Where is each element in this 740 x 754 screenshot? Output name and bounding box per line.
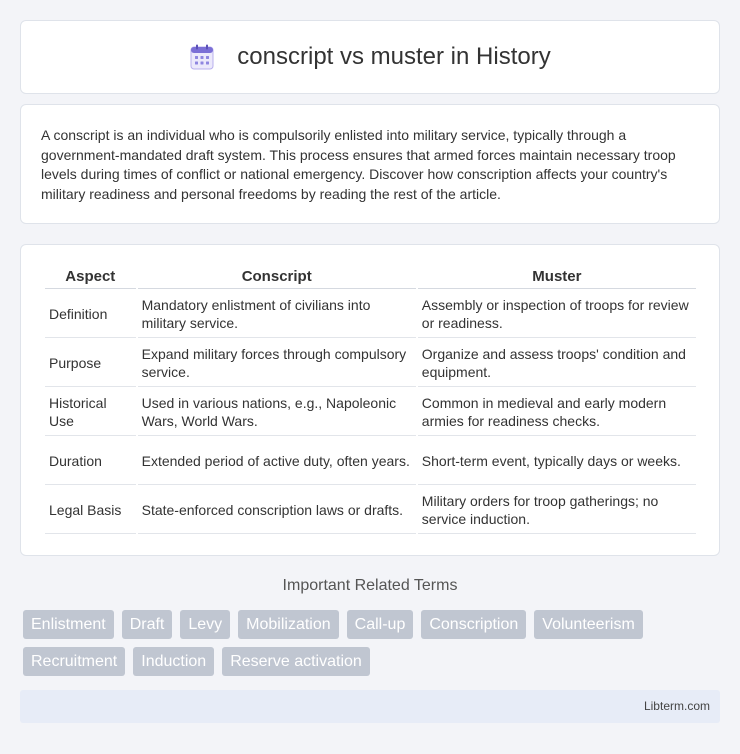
- tag-draft[interactable]: Draft: [122, 610, 173, 639]
- row-muster: Short-term event, typically days or weeks.: [418, 438, 696, 485]
- tag-enlistment[interactable]: Enlistment: [23, 610, 114, 639]
- footer: [20, 690, 720, 723]
- header-card: [20, 20, 720, 94]
- row-conscript: Expand military forces through compulsory service.: [138, 340, 416, 387]
- table-header-row: [45, 267, 696, 289]
- tag-reserve-activation[interactable]: Reserve activation: [222, 647, 370, 676]
- tag-conscription[interactable]: Conscription: [421, 610, 526, 639]
- row-muster: Military orders for troop gatherings; no service induction.: [418, 487, 696, 534]
- row-muster: Assembly or inspection of troops for review or readiness.: [418, 291, 696, 338]
- intro-card: [20, 104, 720, 224]
- table-row: [45, 389, 696, 436]
- tag-recruitment[interactable]: Recruitment: [23, 647, 125, 676]
- related-terms-title: Important Related Terms: [282, 577, 458, 594]
- header-muster: Muster: [418, 267, 696, 289]
- row-aspect: Duration: [45, 438, 136, 485]
- table-row: [45, 438, 696, 485]
- row-aspect: Definition: [45, 291, 136, 338]
- row-muster: Common in medieval and early modern armies for readiness checks.: [418, 389, 696, 436]
- row-aspect: Purpose: [45, 340, 136, 387]
- tag-mobilization[interactable]: Mobilization: [238, 610, 338, 639]
- comparison-table: [43, 265, 698, 536]
- header-conscript: Conscript: [138, 267, 416, 289]
- footer-site-link[interactable]: Libterm.com: [643, 699, 710, 713]
- row-conscript: State-enforced conscription laws or drafts.: [138, 487, 416, 534]
- row-conscript: Extended period of active duty, often years.: [138, 438, 416, 485]
- tag-induction[interactable]: Induction: [133, 647, 214, 676]
- row-conscript: Used in various nations, e.g., Napoleonic Wars, World Wars.: [138, 389, 416, 436]
- row-conscript: Mandatory enlistment of civilians into military service.: [138, 291, 416, 338]
- comparison-card: [20, 244, 720, 556]
- row-aspect: Legal Basis: [45, 487, 136, 534]
- table-row: [45, 340, 696, 387]
- table-row: [45, 291, 696, 338]
- tag-levy[interactable]: Levy: [180, 610, 230, 639]
- intro-text: A conscript is an individual who is compulsorily enlisted into military service, typically through a government-mandated draft system. This process ensures that armed forces maintain necessary troop levels during times of conflict or national emergency. Discover how conscription affects your country's military readiness and personal freedoms by reading the rest of the article.: [41, 127, 676, 202]
- tag-call-up[interactable]: Call-up: [347, 610, 414, 639]
- calendar-icon: [189, 44, 215, 70]
- page-title: conscript vs muster in History: [237, 43, 551, 70]
- tag-volunteerism[interactable]: Volunteerism: [534, 610, 643, 639]
- header-aspect: Aspect: [45, 267, 136, 289]
- row-aspect: Historical Use: [45, 389, 136, 436]
- table-row: [45, 487, 696, 534]
- row-muster: Organize and assess troops' condition and equipment.: [418, 340, 696, 387]
- related-tags: [23, 610, 723, 684]
